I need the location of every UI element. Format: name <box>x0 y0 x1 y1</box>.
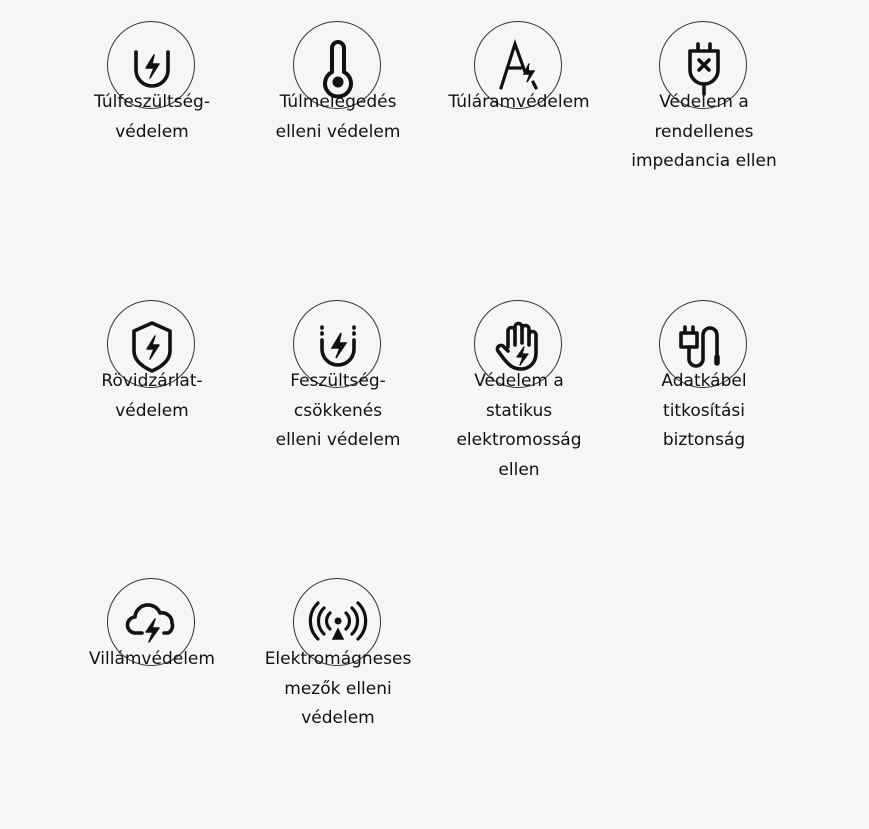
feature-label: Védelem a statikus elektromosság ellen <box>456 371 582 480</box>
feature-label: Villámvédelem <box>89 649 215 669</box>
feature-label: Feszültség- csökkenés elleni védelem <box>275 371 401 450</box>
feature-label: Adatkábel titkosítási biztonság <box>661 371 747 450</box>
feature-label: Védelem a rendellenes impedancia ellen <box>631 92 777 171</box>
feature-label: Túlmelegedés elleni védelem <box>275 92 401 142</box>
feature-label: Rövidzárlat- védelem <box>101 371 203 421</box>
feature-label: Elektromágneses mezők elleni védelem <box>264 649 412 728</box>
feature-label: Túláramvédelem <box>448 92 590 112</box>
feature-label: Túlfeszültség- védelem <box>94 92 210 142</box>
